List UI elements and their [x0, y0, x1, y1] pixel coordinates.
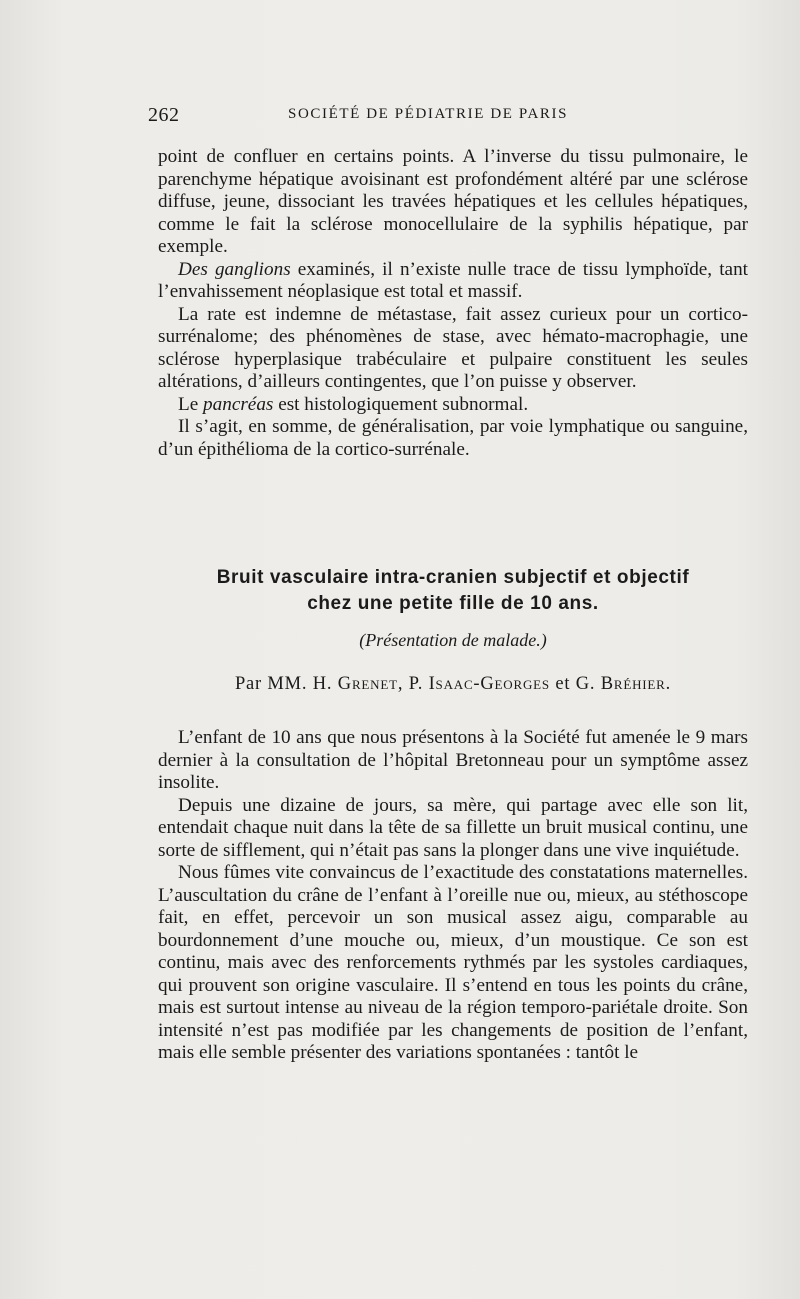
paragraph-text: Le [178, 393, 204, 415]
article-authors [158, 674, 748, 695]
article-title [158, 565, 748, 617]
paragraph: point de confluer en certains points. A l’inverse du tissu pulmonaire, le parenchyme hépatique avoisinant est profondément altéré par une sclérose diffuse, jeune, dissociant les travées hépatiques et les cellules hépatiques, comme le fait la sclérose monocellulaire de la syphilis hépatique, par exemple. [158, 146, 748, 257]
author-name: Grenet [337, 674, 398, 694]
author-name: Isaac-Georges [428, 674, 550, 694]
author-name: Bréhier [600, 674, 666, 694]
paragraph [158, 394, 748, 417]
paragraph: La rate est indemne de métastase, fait assez curieux pour un cortico-surrénalome; des phénomènes de stase, avec hémato-macrophagie, une sclérose hyperplasique trabéculaire et pulpaire constituent les seules altérations, d’ailleurs contingentes, que l’on puisse y observer. [158, 303, 748, 392]
paragraph: Il s’agit, en somme, de généralisation, par voie lymphatique ou sanguine, d’un épithélioma de la cortico-surrénale. [158, 416, 748, 460]
paragraph: L’enfant de 10 ans que nous présentons à la Société fut amenée le 9 mars dernier à la consultation de l’hôpital Bretonneau pour un symptôme assez insolite. [158, 727, 748, 793]
article-title-line: Bruit vasculaire intra-cranien subjectif et objectif [216, 567, 690, 588]
paragraph-text: est histologiquement subnormal. [273, 393, 529, 415]
italic-term: Des ganglions [178, 258, 291, 280]
article-body [158, 727, 748, 1065]
paragraph: Depuis une dizaine de jours, sa mère, qui partage avec elle son lit, entendait chaque nuit dans la tête de sa fillette un bruit musical continu, une sorte de sifflement, qui n’était pas sans la plonger dans une vive inquiétude. [158, 794, 748, 861]
authors-separator: , P. [397, 674, 429, 694]
paragraph: Nous fûmes vite convaincus de l’exactitude des constatations maternelles. L’auscultation du crâne de l’enfant à l’oreille nue ou, mieux, au stéthoscope fait, en effet, percevoir un son musical assez aigu, comparable au bourdonnement d’une mouche ou, mieux, d’un moustique. Ce son est continu, mais avec des renforcements rythmés par les systoles cardiaques, qui prouvent son origine vasculaire. Il s’entend en tous les points du crâne, mais est surtout intense au niveau de la région temporo-pariétale droite. Son intensité n’est pas modifiée par les changements de position de l’enfant, mais elle semble présenter des variations spontanées : tantôt le [158, 862, 748, 1063]
italic-term: pancréas [203, 393, 274, 415]
page-header [148, 104, 748, 130]
article-subtitle: (Présentation de malade.) [359, 630, 547, 650]
authors-separator: et G. [549, 674, 601, 694]
page-number: 262 [148, 104, 180, 126]
running-title: SOCIÉTÉ DE PÉDIATRIE DE PARIS [288, 106, 569, 122]
paragraph [158, 259, 748, 304]
article-title-line: chez une petite fille de 10 ans. [307, 593, 599, 614]
authors-end: . [665, 674, 672, 694]
paragraph-text: examinés, il n’existe nulle trace de tissu lymphoïde, tant l’envahissement néoplasique est total et massif. [158, 258, 748, 302]
previous-article-text [158, 146, 748, 461]
authors-prefix: Par MM. H. [234, 674, 338, 694]
